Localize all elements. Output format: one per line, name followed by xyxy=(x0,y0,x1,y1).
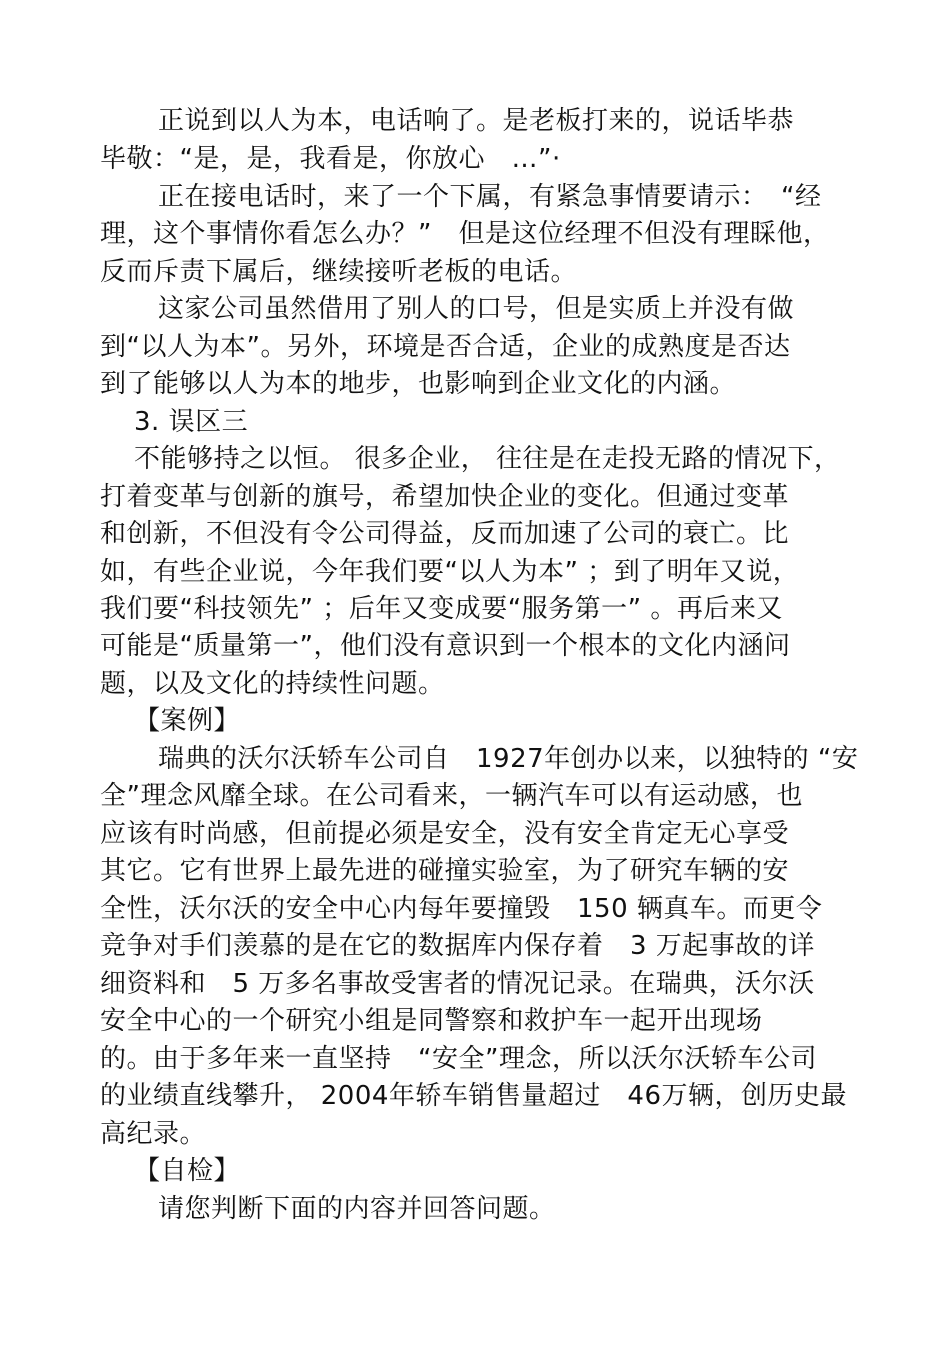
case-heading: 【案例】 xyxy=(134,706,241,736)
self-check-heading: 【自检】 xyxy=(134,1156,241,1186)
paragraph-line: 请您判断下面的内容并回答问题。 xyxy=(158,1194,556,1224)
paragraph-line: 全性，沃尔沃的安全中心内每年要撞毁 150 辆真车。而更令 xyxy=(100,894,823,924)
paragraph-line: 到了能够以人为本的地步，也影响到企业文化的内涵。 xyxy=(100,369,737,399)
paragraph-line: 瑞典的沃尔沃轿车公司自 1927年创办以来，以独特的 “安 xyxy=(158,744,859,774)
paragraph-line: 高纪录。 xyxy=(100,1119,207,1149)
paragraph-line: 不能够持之以恒。 很多企业， 往往是在走投无路的情况下， xyxy=(134,444,841,474)
paragraph-line: 反而斥责下属后，继续接听老板的电话。 xyxy=(100,257,578,287)
section-heading: 3. 误区三 xyxy=(134,407,249,437)
paragraph-line: 如，有些企业说，今年我们要“以人为本” ；到了明年又说， xyxy=(100,557,800,587)
paragraph-line: 细资料和 5 万多名事故受害者的情况记录。在瑞典，沃尔沃 xyxy=(100,969,815,999)
paragraph-line: 这家公司虽然借用了别人的口号，但是实质上并没有做 xyxy=(158,294,795,324)
paragraph-line: 题，以及文化的持续性问题。 xyxy=(100,669,445,699)
paragraph-line: 我们要“科技领先” ；后年又变成要“服务第一” 。再后来又 xyxy=(100,594,783,624)
paragraph-line: 正说到以人为本，电话响了。是老板打来的，说话毕恭 xyxy=(158,106,795,136)
paragraph-line: 正在接电话时，来了一个下属，有紧急事情要请示： “经 xyxy=(158,182,822,212)
paragraph-line: 可能是“质量第一”，他们没有意识到一个根本的文化内涵问 xyxy=(100,631,791,661)
paragraph-line: 毕敬：“是，是，我看是，你放心 …”· xyxy=(100,144,561,174)
paragraph-line: 其它。它有世界上最先进的碰撞实验室，为了研究车辆的安 xyxy=(100,856,790,886)
paragraph-line: 和创新，不但没有令公司得益，反而加速了公司的衰亡。比 xyxy=(100,519,790,549)
paragraph-line: 全”理念风靡全球。在公司看来，一辆汽车可以有运动感，也 xyxy=(100,781,803,811)
paragraph-line: 的业绩直线攀升， 2004年轿车销售量超过 46万辆，创历史最 xyxy=(100,1081,848,1111)
paragraph-line: 到“以人为本”。另外，环境是否合适，企业的成熟度是否达 xyxy=(100,332,791,362)
paragraph-line: 应该有时尚感，但前提必须是安全，没有安全肯定无心享受 xyxy=(100,819,790,849)
paragraph-line: 的。由于多年来一直坚持 “安全”理念，所以沃尔沃轿车公司 xyxy=(100,1044,817,1074)
paragraph-line: 理，这个事情你看怎么办？” 但是这位经理不但没有理睬他， xyxy=(100,219,830,249)
paragraph-line: 竞争对手们羡慕的是在它的数据库内保存着 3 万起事故的详 xyxy=(100,931,815,961)
paragraph-line: 安全中心的一个研究小组是同警察和救护车一起开出现场 xyxy=(100,1006,763,1036)
paragraph-line: 打着变革与创新的旗号，希望加快企业的变化。但通过变革 xyxy=(100,482,790,512)
